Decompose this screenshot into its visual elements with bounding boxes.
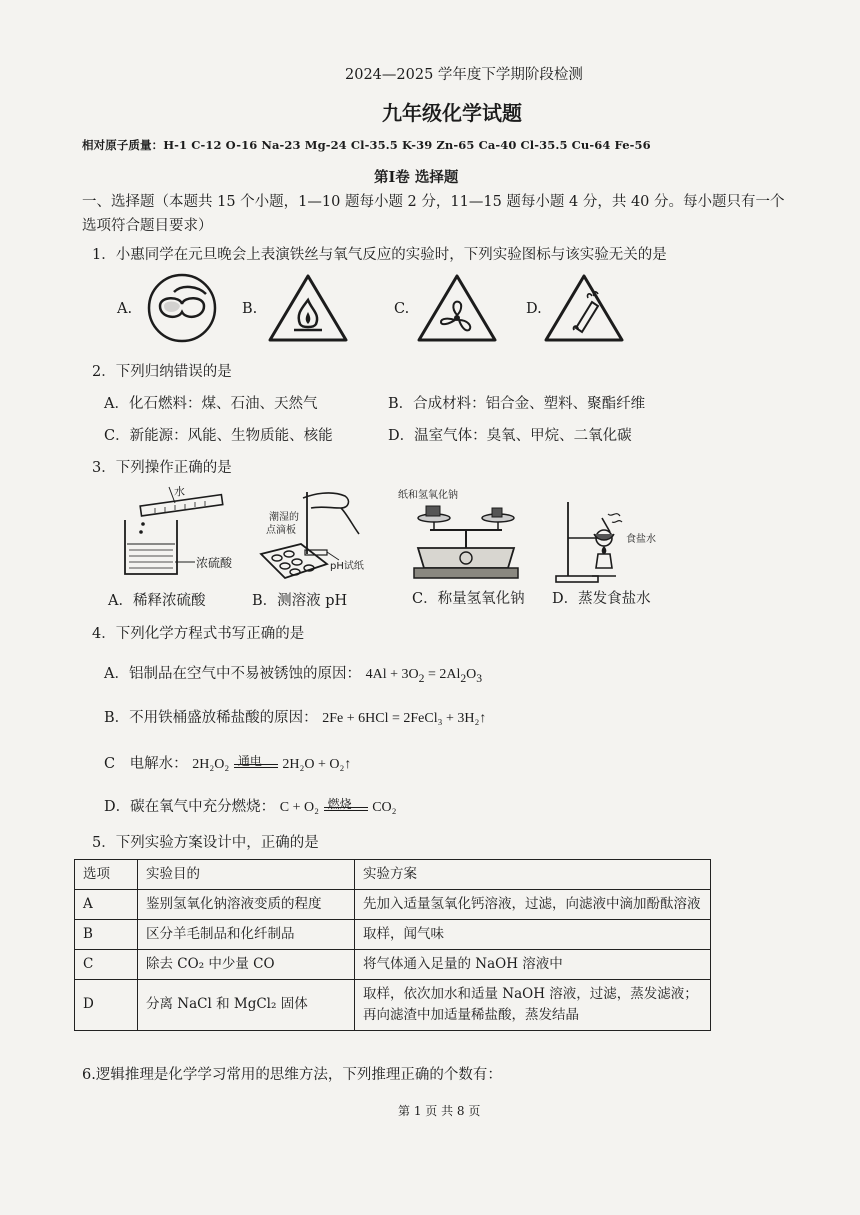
q3-b-plate-label-1: 潮湿的 bbox=[269, 512, 299, 523]
q5-cell-option: C bbox=[75, 949, 138, 979]
q4-option-b-equation: 2Fe + 6HCl = 2FeCl₃ + 3H₂↑ bbox=[322, 711, 487, 726]
subject-title: 九年级化学试题 bbox=[382, 101, 522, 125]
q4-option-d-label: D．碳在氧气中充分燃烧： bbox=[104, 799, 276, 815]
table-row bbox=[75, 889, 711, 919]
q5-cell-option: A bbox=[75, 889, 138, 919]
q5-header-option: 选项 bbox=[75, 860, 138, 890]
q2-option-a: A．化石燃料：煤、石油、天然气 bbox=[104, 396, 318, 412]
instructions-line-1: 一、选择题（本题共 15 个小题，1—10 题每小题 2 分，11—15 题每小题 4 分，共 40 分。每小题只有一个 bbox=[82, 194, 785, 210]
q2-option-d: D．温室气体：臭氧、甲烷、二氧化碳 bbox=[388, 428, 632, 444]
q3-d-brine-label: 食盐水 bbox=[626, 534, 656, 545]
flame-icon bbox=[266, 272, 350, 344]
table-row bbox=[75, 919, 711, 949]
q5-cell-purpose: 除去 CO₂ 中少量 CO bbox=[138, 949, 355, 979]
q4-option-a bbox=[104, 662, 482, 685]
q1-stem: 1．小惠同学在元旦晚会上表演铁丝与氧气反应的实验时，下列实验图标与该实验无关的是 bbox=[92, 247, 667, 263]
q2-option-b: B．合成材料：铝合金、塑料、聚酯纤维 bbox=[388, 396, 646, 412]
q5-cell-option: B bbox=[75, 919, 138, 949]
q3-c-paper-label: 纸和氢氧化钠 bbox=[398, 490, 458, 501]
hot-surface-icon bbox=[542, 272, 626, 344]
q2-option-c: C．新能源：风能、生物质能、核能 bbox=[104, 428, 333, 444]
q4-option-c-label: C 电解水： bbox=[104, 756, 188, 772]
q4-option-c-rhs: 2H₂O + O₂↑ bbox=[282, 757, 352, 772]
q3-figure-c-balance bbox=[410, 498, 522, 582]
q5-cell-plan: 取样，依次加水和适量 NaOH 溶液，过滤，蒸发滤液；再向滤渣中加适量稀盐酸，蒸发结晶 bbox=[355, 979, 711, 1030]
q4-option-c-lhs: 2H₂O₂ bbox=[192, 757, 230, 772]
q5-cell-purpose: 分离 NaCl 和 MgCl₂ 固体 bbox=[138, 979, 355, 1030]
q4-option-d bbox=[104, 795, 397, 816]
q5-cell-plan: 取样，闻气味 bbox=[355, 919, 711, 949]
table-row bbox=[75, 949, 711, 979]
q4-option-c bbox=[104, 752, 351, 773]
q5-table bbox=[74, 859, 711, 1031]
q3-stem: 3．下列操作正确的是 bbox=[92, 460, 232, 476]
goggles-icon bbox=[146, 272, 218, 344]
q3-a-acid-label: 浓硫酸 bbox=[196, 556, 233, 570]
q6-stem: 6.逻辑推理是化学学习常用的思维方法，下列推理正确的个数有： bbox=[82, 1067, 502, 1083]
q4-option-d-condition: 燃烧 bbox=[327, 797, 352, 811]
q4-option-a-equation: $4Al + 3O_2 = 2Al_2O_3$ bbox=[365, 667, 483, 685]
q3-caption-c: C．称量氢氧化钠 bbox=[412, 591, 525, 607]
section-title: 第Ⅰ卷 选择题 bbox=[374, 169, 459, 186]
q1-label-b: B. bbox=[242, 301, 258, 317]
exam-title: 2024—2025 学年度下学期阶段检测 bbox=[345, 67, 583, 83]
q5-cell-option: D bbox=[75, 979, 138, 1030]
q5-cell-purpose: 区分羊毛制品和化纤制品 bbox=[138, 919, 355, 949]
q3-caption-b: B．测溶液 pH bbox=[252, 593, 348, 609]
q4-option-a-label: A．铝制品在空气中不易被锈蚀的原因： bbox=[104, 666, 361, 682]
q5-header-purpose: 实验目的 bbox=[138, 860, 355, 890]
q1-label-c: C. bbox=[394, 301, 410, 317]
instructions-line-2: 选项符合题目要求） bbox=[82, 218, 213, 234]
q3-a-water-label: 水 bbox=[174, 485, 185, 498]
atomic-mass-line: 相对原子质量：H-1 C-12 O-16 Na-23 Mg-24 Cl-35.5 K-39 Zn-65 Ca-40 Cl-35.5 Cu-64 Fe-56 bbox=[82, 138, 651, 152]
q3-b-plate-label-2: 点滴板 bbox=[266, 525, 296, 536]
q3-caption-d: D．蒸发食盐水 bbox=[552, 591, 651, 607]
q4-option-b bbox=[104, 706, 486, 727]
q5-cell-plan: 将气体通入足量的 NaOH 溶液中 bbox=[355, 949, 711, 979]
q5-stem: 5．下列实验方案设计中，正确的是 bbox=[92, 835, 319, 851]
q5-header-plan: 实验方案 bbox=[355, 860, 711, 890]
q4-option-d-lhs: C + O₂ bbox=[279, 800, 319, 815]
q3-b-paper-label: pH试纸 bbox=[330, 561, 364, 572]
q2-stem: 2．下列归纳错误的是 bbox=[92, 364, 232, 380]
q5-cell-plan: 先加入适量氢氧化钙溶液，过滤，向滤液中滴加酚酞溶液 bbox=[355, 889, 711, 919]
q4-option-c-condition: 通电 bbox=[237, 754, 262, 768]
q1-label-d: D. bbox=[526, 301, 542, 317]
table-row bbox=[75, 979, 711, 1030]
page-number: 第 1 页 共 8 页 bbox=[398, 1104, 481, 1118]
q5-cell-purpose: 鉴别氢氧化钠溶液变质的程度 bbox=[138, 889, 355, 919]
q5-table-header bbox=[75, 860, 711, 890]
q1-label-a: A. bbox=[117, 301, 133, 317]
fan-icon bbox=[415, 272, 499, 344]
q4-stem: 4．下列化学方程式书写正确的是 bbox=[92, 626, 305, 642]
q4-option-b-label: B．不用铁桶盛放稀盐酸的原因： bbox=[104, 710, 318, 726]
q4-option-d-rhs: CO₂ bbox=[372, 800, 397, 815]
q3-caption-a: A．稀释浓硫酸 bbox=[108, 593, 206, 609]
